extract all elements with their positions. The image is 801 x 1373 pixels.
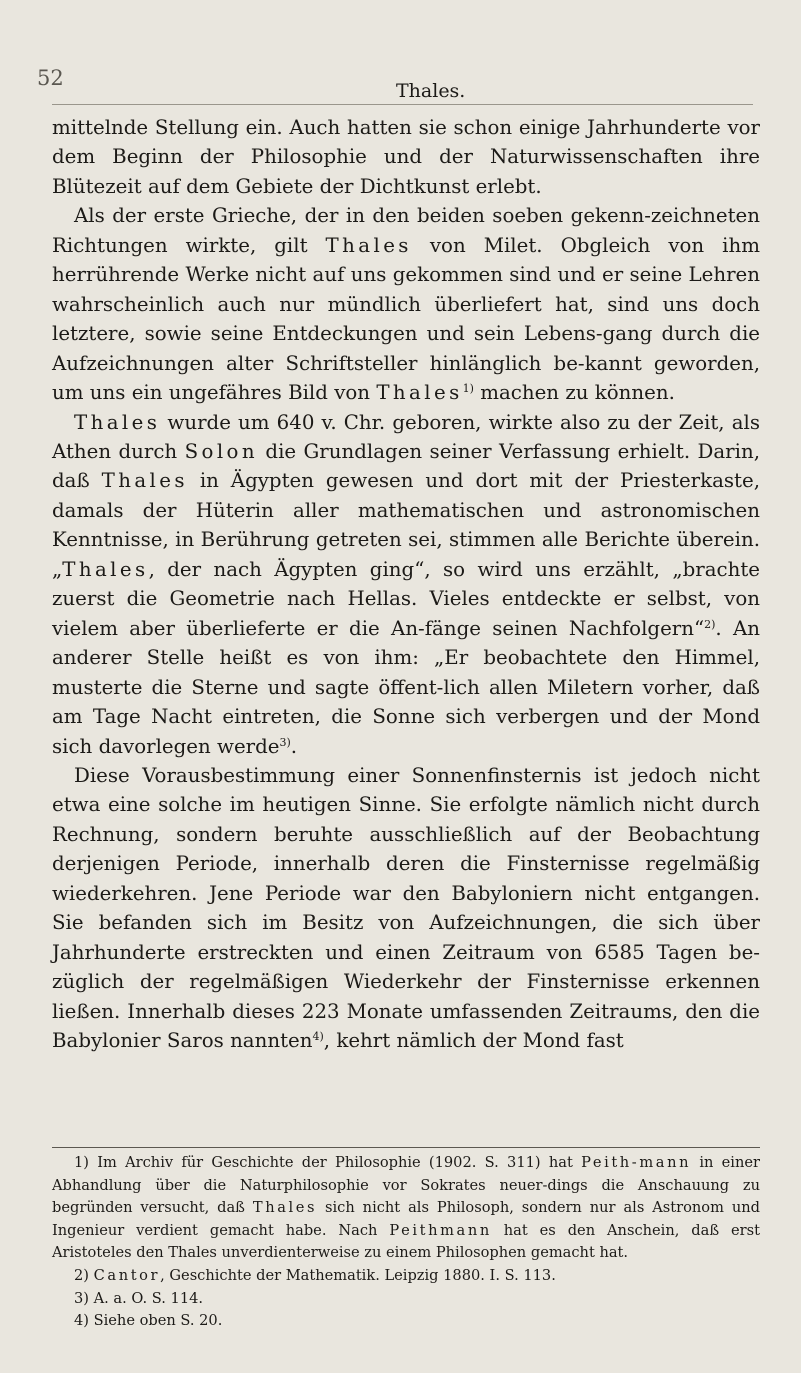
paragraph-3 [52, 408, 760, 761]
text-run: , kehrt nämlich der Mond fast [323, 1029, 624, 1053]
footnote-3 [52, 1288, 760, 1311]
text-run: , Geschichte der Mathematik. Leipzig 1880. I. S. 113. [160, 1266, 556, 1284]
text-run: , der nach Ägypten ging“, so wird uns erzählt, „brachte zuerst die Geometrie nach Hellas. Vieles entdeckte er selbst, von vielem aber überlieferte er die An-fänge seinen Nachfolgern“ [52, 557, 760, 640]
text-run: Diese Vorausbestimmung einer Sonnenfinsternis ist jedoch nicht etwa eine solche im heutigen Sinne. Sie erfolgte nämlich nicht durch Rechnung, sondern beruhte ausschließlich auf der Beobachtung derjenigen Periode, innerhalb deren die Finsternisse regelmäßig wiederkehren. Jene Periode war den Babyloniern nicht entgangen. Sie befanden sich im Besitz von Aufzeichnungen, die sich über Jahrhunderte erstreckten und einen Zeitraum von 6585 Tagen be-züglich der regelmäßigen Wiederkehr der Finsternisse erkennen ließen. Innerhalb dieses 223 Monate umfassenden Zeitraums, den die Babylonier Saros nannten [52, 763, 760, 1053]
footnote-2 [52, 1265, 760, 1288]
text-run: 4) Siehe oben S. 20. [74, 1312, 223, 1330]
paragraph-4 [52, 761, 760, 1056]
spaced-name: Thales [252, 1199, 318, 1217]
body-text [52, 113, 760, 1056]
text-run: Als der erste Grieche, der in den beiden soeben gekenn-zeichneten Richtungen wirkte, gilt [52, 204, 760, 257]
footnote-ref: 4) [312, 1030, 324, 1044]
text-run: sich nicht als Philosoph, sondern nur als Astronom und Ingenieur verdient gemacht habe. Nach [52, 1199, 760, 1239]
spaced-name: Peith-mann [581, 1154, 692, 1171]
footnote-1 [52, 1152, 760, 1265]
spaced-name: Peithmann [389, 1221, 492, 1239]
footnote-ref: 1) [462, 382, 474, 396]
footnotes [52, 1152, 760, 1333]
text-run: mittelnde Stellung ein. Auch hatten sie schon einige Jahrhunderte vor dem Beginn der Philosophie und der Naturwissenschaften ihre Blütezeit auf dem Gebiete der Dichtkunst erlebt. [52, 116, 760, 198]
footnote-rule [52, 1147, 760, 1148]
text-run: 3) A. a. O. S. 114. [74, 1289, 204, 1307]
paragraph-1 [52, 113, 760, 201]
text-run: von Milet. Obgleich von ihm herrührende Werke nicht auf uns gekommen sind und er seine Lehren wahrscheinlich auch nur mündlich überliefert hat, sind uns doch letztere, sowie seine Entdeckungen und sein Lebens-gang durch die Aufzeichnungen alter Schriftsteller hinlänglich be-kannt geworden, um uns ein ungefähres Bild von [52, 233, 760, 405]
spaced-name: Cantor [93, 1266, 161, 1284]
spaced-name: Thales [376, 381, 463, 405]
text-run: die Grundlagen seiner Verfassung erhielt. Darin, daß [52, 439, 760, 493]
running-title: Thales. [396, 80, 466, 102]
footnote-4 [52, 1310, 760, 1333]
spaced-name: Thales [101, 469, 188, 493]
text-run: 1) Im Archiv für Geschichte der Philosophie (1902. S. 311) hat [74, 1154, 582, 1171]
footnote-ref: 2) [704, 617, 716, 631]
text-run: hat es den Anschein, daß erst Aristoteles den Thales unverdienterweise zu einem Philosophen gemacht hat. [52, 1221, 760, 1262]
header-rule [52, 104, 753, 105]
text-run: . An anderer Stelle heißt es von ihm: „Er beobachtete den Himmel, musterte die Sterne und sagte öffent-lich allen Miletern vorher, daß am Tage Nacht eintreten, die Sonne sich verbergen und der Mond sich davorlegen werde [52, 616, 761, 758]
text-run: in Ägypten gewesen und dort mit der Priesterkaste, damals der Hüterin aller mathematischen und astronomischen Kenntnisse, in Berührung getreten sei, stimmen alle Berichte überein. „ [52, 469, 760, 581]
text-run: wurde um 640 v. Chr. geboren, wirkte also zu der Zeit, als Athen durch [52, 410, 760, 463]
spaced-name: Thales [62, 557, 149, 581]
footnote-ref: 3) [279, 735, 291, 749]
spaced-name: Solon [184, 439, 258, 463]
text-run: . [290, 734, 298, 758]
spaced-name: Thales [325, 233, 412, 257]
spaced-name: Thales [74, 410, 161, 434]
page-number: 52 [37, 66, 64, 90]
text-run: in einer Abhandlung über die Naturphilosophie vor Sokrates neuer-dings die Anschauung zu begründen versucht, daß [52, 1154, 760, 1217]
page-header [0, 66, 801, 106]
text-run: 2) [74, 1266, 94, 1284]
text-run: machen zu können. [473, 381, 675, 405]
paragraph-2 [52, 201, 760, 407]
